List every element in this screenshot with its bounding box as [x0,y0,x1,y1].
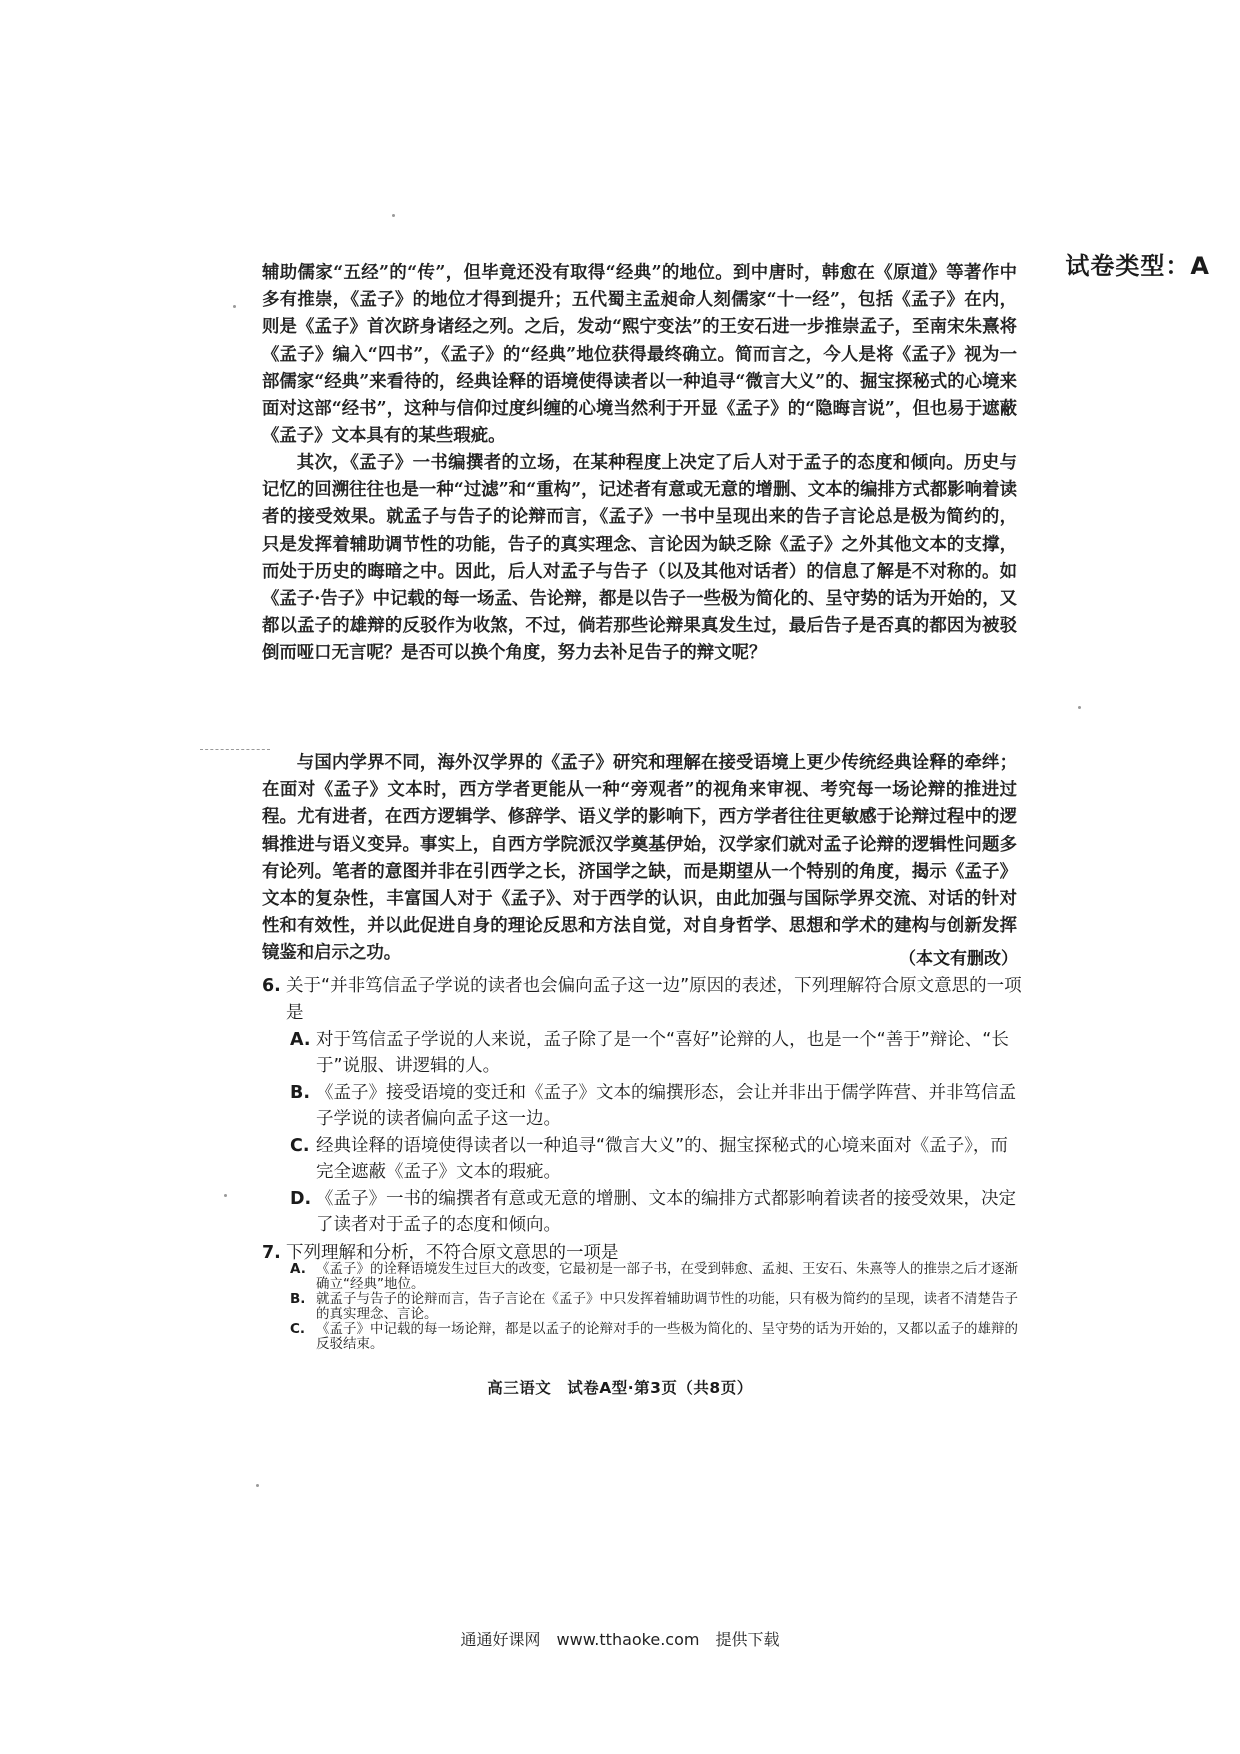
option-text: 《孟子》中记载的每一场论辩，都是以孟子的论辩对手的一些极为简化的、呈守势的话为开始的，又都以孟子的雄辩的反驳结束。 [316,1321,1018,1352]
option-letter: A. [290,1030,311,1050]
edit-note: （本文有删改） [899,949,1018,969]
scan-speck [392,214,395,217]
scan-speck [233,305,236,308]
option-text: 对于笃信孟子学说的人来说，孟子除了是一个“喜好”论辩的人，也是一个“善于”辩论、“长于”说服、讲逻辑的人。 [316,1030,1009,1076]
option-text: 《孟子》一书的编撰者有意或无意的增删、文本的编排方式都影响着读者的接受效果，决定了读者对于孟子的态度和倾向。 [316,1189,1016,1235]
option-letter: C. [290,1136,310,1156]
question-number: 6. [262,976,281,996]
margin-rule [200,749,270,750]
scan-speck [1078,706,1081,709]
option-letter: B. [290,1291,306,1307]
question-stem: 下列理解和分析，不符合原文意思的一项是 [286,1243,619,1263]
option-letter: C. [290,1321,306,1337]
scan-speck [224,1194,227,1197]
download-source: 通通好课网 www.tthaoke.com 提供下载 [460,1630,780,1649]
passage-paragraph-2: 其次，《孟子》一书编撰者的立场，在某种程度上决定了后人对于孟子的态度和倾向。历史与记忆的回溯往往也是一种“过滤”和“重构”，记述者有意或无意的增删、文本的编排方式都影响着读者的接受效果。就孟子与告子的论辩而言，《孟子》一书中呈现出来的告子言论总是极为简约的，只是发挥着辅助调节性的功能，告子的真实理念、言论因为缺乏除《孟子》之外其他文本的支撑，而处于历史的晦暗之中。因此，后人对孟子与告子（以及其他对话者）的信息了解是不对称的。如《孟子·告子》中记载的每一场孟、告论辩，都是以告子一些极为简化的、呈守势的话为开始的，又都以孟子的雄辩的反驳作为收煞，不过，倘若那些论辩果真发生过，最后告子是否真的都因为被驳倒而哑口无言呢？是否可以换个角度，努力去补足告子的辩文呢？ [262,453,1017,664]
question-stem: 关于“并非笃信孟子学说的读者也会偏向孟子这一边”原因的表述，下列理解符合原文意思的一项是 [286,976,1022,1023]
option-text: 就孟子与告子的论辩而言，告子言论在《孟子》中只发挥着辅助调节性的功能，只有极为简约的呈现，读者不清楚告子的真实理念、言论。 [316,1291,1018,1322]
passage-paragraph-1: 辅助儒家“五经”的“传”，但毕竟还没有取得“经典”的地位。到中唐时，韩愈在《原道》等著作中多有推崇，《孟子》的地位才得到提升；五代蜀主孟昶命人刻儒家“十一经”，包括《孟子》在内，则是《孟子》首次跻身诸经之列。之后，发动“熙宁变法”的王安石进一步推崇孟子，至南宋朱熹将《孟子》编入“四书”，《孟子》的“经典”地位获得最终确立。简而言之，今人是将《孟子》视为一部儒家“经典”来看待的，经典诠释的语境使得读者以一种追寻“微言大义”的、掘宝探秘式的心境来面对这部“经书”，这种与信仰过度纠缠的心境当然利于开显《孟子》的“隐晦言说”，但也易于遮蔽《孟子》文本具有的某些瑕疵。 [262,263,1017,447]
scan-speck [256,1484,259,1487]
option-letter: B. [290,1083,310,1103]
option-letter: D. [290,1189,312,1209]
option-text: 《孟子》的诠释语境发生过巨大的改变，它最初是一部子书，在受到韩愈、孟昶、王安石、朱熹等人的推崇之后才逐渐确立“经典”地位。 [316,1261,1018,1292]
option-letter: A. [290,1261,306,1277]
question-number: 7. [262,1243,281,1263]
passage-paragraph-3: 与国内学界不同，海外汉学界的《孟子》研究和理解在接受语境上更少传统经典诠释的牵绊；在面对《孟子》文本时，西方学者更能从一种“旁观者”的视角来审视、考究每一场论辩的推进过程。尤有进者，在西方逻辑学、修辞学、语义学的影响下，西方学者往往更敏感于论辩过程中的逻辑推进与语义变异。事实上，自西方学院派汉学奠基伊始，汉学家们就对孟子论辩的逻辑性问题多有论列。笔者的意图并非在引西学之长，济国学之缺，而是期望从一个特别的角度，揭示《孟子》文本的复杂性，丰富国人对于《孟子》、对于西学的认识，由此加强与国际学界交流、对话的针对性和有效性，并以此促进自身的理论反思和方法自觉，对自身哲学、思想和学术的建构与创新发挥镜鉴和启示之功。 [262,753,1017,964]
option-text: 经典诠释的语境使得读者以一种追寻“微言大义”的、掘宝探秘式的心境来面对《孟子》，而完全遮蔽《孟子》文本的瑕疵。 [316,1136,1008,1182]
option-text: 《孟子》接受语境的变迁和《孟子》文本的编撰形态，会让并非出于儒学阵营、并非笃信孟子学说的读者偏向孟子这一边。 [316,1083,1016,1129]
paper-type-label: 试卷类型：A [1065,252,1210,280]
page-footer: 高三语文 试卷A型·第3页（共8页） [487,1379,753,1397]
